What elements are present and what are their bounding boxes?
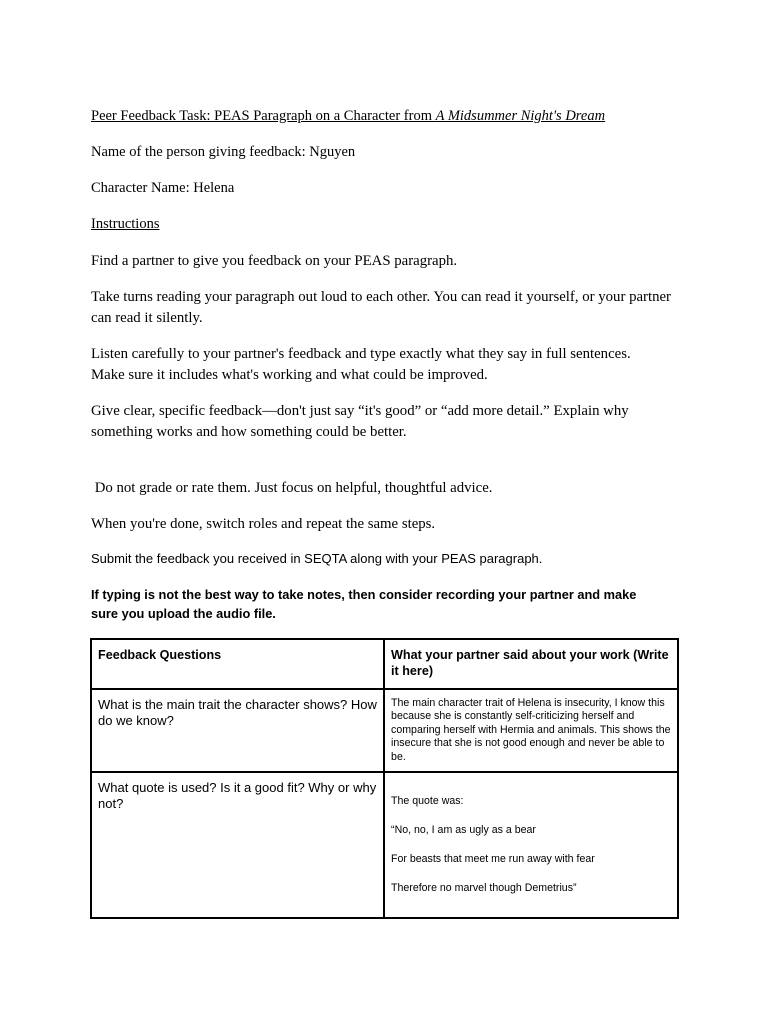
instruction-2: Take turns reading your paragraph out loud to each other. You can read it yourself, or your partner can read it silently. xyxy=(91,289,671,326)
table-header-row xyxy=(91,639,678,689)
instructions-heading: Instructions xyxy=(91,216,160,232)
title-play-name: A Midsummer Night's Dream xyxy=(435,108,606,124)
table-row xyxy=(91,772,678,918)
instruction-3: Listen carefully to your partner's feedback and type exactly what they say in full sentences. Make sure it includes what's working and what could be improved. xyxy=(91,346,631,383)
instruction-7: Submit the feedback you received in SEQTA along with your PEAS paragraph. xyxy=(91,551,543,566)
instruction-4: Give clear, specific feedback—don't just say “it's good” or “add more detail.” Explain why something works and how something could be better. xyxy=(91,403,629,440)
question-text: What is the main trait the character shows? How do we know? xyxy=(98,697,377,728)
title-prefix: Peer Feedback Task: PEAS Paragraph on a Character from xyxy=(91,108,436,124)
instruction-1: Find a partner to give you feedback on your PEAS paragraph. xyxy=(91,253,458,269)
quote-line-3: Therefore no marvel though Demetrius” xyxy=(391,882,577,895)
quote-line-2: For beasts that meet me run away with fear xyxy=(391,853,595,866)
header-cell-questions xyxy=(91,639,384,689)
question-cell xyxy=(91,689,384,772)
question-cell xyxy=(91,772,384,918)
feedback-giver-label: Name of the person giving feedback: Nguyen xyxy=(91,144,356,160)
answer-text: The main character trait of Helena is insecurity, I know this because she is constantly self-criticizing herself and comparing herself with Hermia and animals. This shows the insecure that she is not good enough and never be able to be. xyxy=(391,697,671,763)
character-name-label: Character Name: Helena xyxy=(91,180,235,196)
header-cell-answers xyxy=(384,639,678,689)
recording-note: If typing is not the best way to take notes, then consider recording your partner and make sure you upload the audio file. xyxy=(91,587,637,621)
table-row xyxy=(91,689,678,772)
header-questions-label: Feedback Questions xyxy=(98,648,222,662)
quote-line-1: “No, no, I am as ugly as a bear xyxy=(391,824,536,837)
answer-cell[interactable] xyxy=(384,772,678,918)
instruction-5: Do not grade or rate them. Just focus on helpful, thoughtful advice. xyxy=(91,480,493,496)
instruction-6: When you're done, switch roles and repeat the same steps. xyxy=(91,516,436,532)
question-text: What quote is used? Is it a good fit? Why or why not? xyxy=(98,780,377,812)
feedback-table xyxy=(90,638,679,919)
answer-cell[interactable] xyxy=(384,689,678,772)
quote-intro: The quote was: xyxy=(391,795,464,808)
header-answers-label: What your partner said about your work (Write it here) xyxy=(391,648,669,678)
document-title xyxy=(91,108,691,125)
